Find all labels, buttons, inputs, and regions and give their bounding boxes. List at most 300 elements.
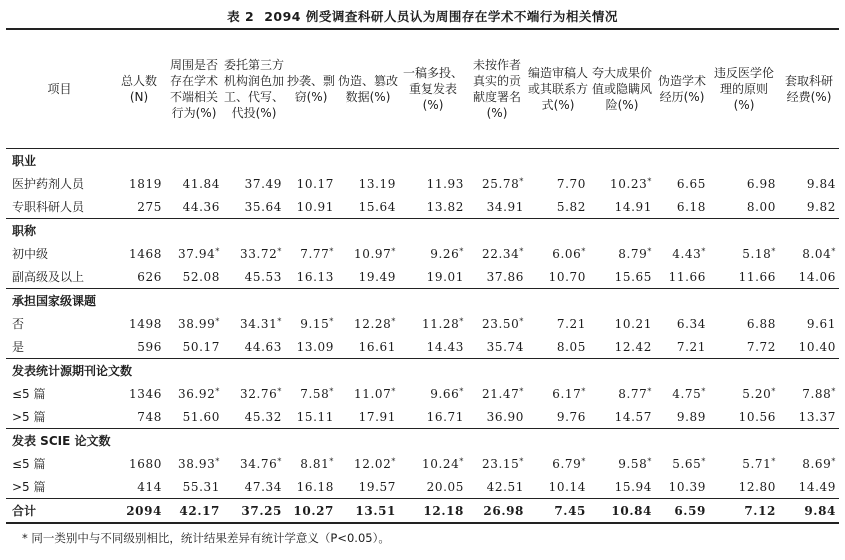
table-cell: [285, 242, 337, 265]
table-cell: [589, 405, 655, 429]
cell-value: 8.00: [746, 199, 776, 214]
header-col-6: 一稿多投、重复发表(%): [399, 29, 467, 149]
cell-value: 8.81: [300, 456, 330, 471]
table-cell: [285, 452, 337, 475]
table-cell: [113, 475, 165, 499]
table-cell: [337, 195, 399, 219]
cell-value: 7.12: [744, 503, 776, 518]
cell-value: 9.66: [430, 386, 460, 401]
significance-mark: *: [771, 456, 776, 466]
cell-value: 10.56: [738, 409, 776, 424]
table-cell: [399, 382, 467, 405]
cell-value: 1468: [129, 246, 162, 261]
cell-value: 13.19: [358, 176, 396, 191]
significance-mark: *: [391, 246, 396, 256]
cell-value: 5.82: [556, 199, 586, 214]
table-cell: [527, 265, 589, 289]
table-cell: [589, 475, 655, 499]
cell-value: 17.91: [358, 409, 396, 424]
table-cell: [223, 499, 285, 524]
row-label: ≤5 篇: [12, 387, 46, 401]
group-label: 职称: [6, 219, 839, 243]
cell-value: 22.34: [482, 246, 520, 261]
row-label: 副高级及以上: [12, 270, 85, 284]
table-cell: [165, 242, 223, 265]
table-cell: [285, 382, 337, 405]
cell-value: 7.77: [300, 246, 330, 261]
cell-value: 14.49: [798, 479, 836, 494]
cell-value: 6.18: [676, 199, 706, 214]
row-label: 是: [12, 340, 25, 354]
significance-mark: *: [459, 456, 464, 466]
row-label: 初中级: [12, 247, 49, 261]
significance-mark: *: [519, 456, 524, 466]
cell-value: 38.93: [178, 456, 216, 471]
group-label: 职业: [12, 154, 37, 168]
cell-value: 51.60: [182, 409, 220, 424]
table-cell: [165, 335, 223, 359]
significance-mark: *: [329, 246, 334, 256]
table-cell: [467, 452, 527, 475]
significance-mark: *: [831, 456, 836, 466]
significance-mark: *: [329, 386, 334, 396]
table-cell: [467, 335, 527, 359]
table-cell: [709, 265, 779, 289]
table-cell: [337, 405, 399, 429]
table-cell: [709, 195, 779, 219]
significance-mark: *: [519, 316, 524, 326]
table-cell: [467, 382, 527, 405]
cell-value: 9.58: [618, 456, 648, 471]
table-cell: [399, 242, 467, 265]
table-cell: [655, 382, 709, 405]
group-label: 发表统计源期刊论文数: [6, 359, 839, 383]
significance-mark: *: [215, 246, 220, 256]
table-cell: [779, 265, 839, 289]
cell-value: 1498: [129, 316, 162, 331]
header-col-5: 伪造、篡改数据(%): [337, 29, 399, 149]
table-cell: [527, 452, 589, 475]
cell-value: 275: [137, 199, 162, 214]
cell-value: 34.76: [240, 456, 278, 471]
table-cell: [655, 405, 709, 429]
significance-mark: *: [215, 386, 220, 396]
table-cell: [589, 172, 655, 195]
significance-mark: *: [519, 176, 524, 186]
group-row: [6, 149, 839, 173]
cell-value: 8.79: [618, 246, 648, 261]
cell-value: 16.71: [426, 409, 464, 424]
total-row: [6, 499, 839, 524]
cell-value: 1346: [129, 386, 162, 401]
table-body: [6, 149, 839, 524]
header-col-9: 夸大成果价值或隐瞒风险(%): [589, 29, 655, 149]
table-cell: [285, 172, 337, 195]
table-cell: [285, 312, 337, 335]
table-cell: [337, 475, 399, 499]
cell-value: 15.65: [614, 269, 652, 284]
table-cell: [399, 475, 467, 499]
table-cell: [223, 265, 285, 289]
table-cell: [527, 405, 589, 429]
table-cell: [285, 195, 337, 219]
cell-value: 6.65: [676, 176, 706, 191]
table-cell: [223, 382, 285, 405]
cell-value: 11.93: [426, 176, 464, 191]
table-cell: [113, 335, 165, 359]
cell-value: 2094: [126, 503, 162, 518]
cell-value: 14.91: [614, 199, 652, 214]
cell-value: 16.13: [296, 269, 334, 284]
cell-value: 42.51: [486, 479, 524, 494]
cell-value: 36.90: [486, 409, 524, 424]
cell-value: 1819: [129, 176, 162, 191]
cell-value: 32.76: [240, 386, 278, 401]
significance-mark: *: [647, 386, 652, 396]
table-cell: [165, 312, 223, 335]
cell-value: 8.77: [618, 386, 648, 401]
table-cell: [709, 382, 779, 405]
cell-value: 34.31: [240, 316, 278, 331]
cell-value: 748: [137, 409, 162, 424]
table-cell: [337, 265, 399, 289]
table-cell: [709, 452, 779, 475]
row-label: >5 篇: [12, 410, 46, 424]
group-row: [6, 219, 839, 243]
significance-mark: *: [215, 316, 220, 326]
cell-value: 6.79: [552, 456, 582, 471]
cell-value: 13.09: [296, 339, 334, 354]
significance-mark: *: [701, 456, 706, 466]
row-label: >5 篇: [12, 480, 46, 494]
cell-value: 20.05: [426, 479, 464, 494]
table-cell: [779, 242, 839, 265]
cell-value: 596: [137, 339, 162, 354]
significance-mark: *: [459, 316, 464, 326]
cell-value: 7.70: [556, 176, 586, 191]
significance-mark: *: [277, 316, 282, 326]
row-label: 专职科研人员: [12, 200, 85, 214]
table-cell: [285, 499, 337, 524]
group-label: 发表 SCIE 论文数: [6, 429, 839, 453]
table-row: [6, 475, 839, 499]
cell-value: 25.78: [482, 176, 520, 191]
table-cell: [527, 475, 589, 499]
cell-value: 9.89: [676, 409, 706, 424]
table-cell: [655, 242, 709, 265]
cell-value: 8.05: [556, 339, 586, 354]
table-cell: [655, 452, 709, 475]
table-cell: [589, 195, 655, 219]
cell-value: 37.94: [178, 246, 216, 261]
table-cell: [399, 499, 467, 524]
cell-value: 7.21: [556, 316, 586, 331]
table-cell: [399, 452, 467, 475]
cell-value: 41.84: [182, 176, 220, 191]
table-cell: [399, 312, 467, 335]
group-row: [6, 289, 839, 313]
table-cell: [113, 382, 165, 405]
table-cell: [165, 499, 223, 524]
table-cell: [165, 452, 223, 475]
table-cell: [285, 335, 337, 359]
table-cell: [337, 452, 399, 475]
table-cell: [165, 172, 223, 195]
header-item: 项目: [6, 29, 113, 149]
significance-mark: *: [647, 246, 652, 256]
cell-value: 13.82: [426, 199, 464, 214]
table-row: [6, 265, 839, 289]
significance-mark: *: [831, 246, 836, 256]
cell-value: 6.98: [746, 176, 776, 191]
table-cell: [589, 242, 655, 265]
table-cell: [709, 405, 779, 429]
table-cell: [655, 335, 709, 359]
table-cell: [285, 265, 337, 289]
cell-value: 21.47: [482, 386, 520, 401]
table-cell: [527, 312, 589, 335]
cell-value: 6.17: [552, 386, 582, 401]
cell-value: 45.53: [244, 269, 282, 284]
cell-value: 15.11: [296, 409, 334, 424]
table-cell: [655, 475, 709, 499]
cell-value: 5.71: [742, 456, 772, 471]
cell-value: 50.17: [182, 339, 220, 354]
table-cell: [467, 405, 527, 429]
table-cell: [337, 499, 399, 524]
table-cell: [337, 312, 399, 335]
cell-value: 9.26: [430, 246, 460, 261]
table-cell: [655, 172, 709, 195]
table-cell: [655, 312, 709, 335]
cell-value: 13.37: [798, 409, 836, 424]
cell-value: 44.63: [244, 339, 282, 354]
table-cell: [285, 405, 337, 429]
header-col-12: 套取科研经费(%): [779, 29, 839, 149]
cell-value: 9.84: [806, 176, 836, 191]
table-cell: [223, 242, 285, 265]
table-cell: [527, 242, 589, 265]
table-cell: [113, 242, 165, 265]
table-cell: [399, 265, 467, 289]
cell-value: 9.61: [806, 316, 836, 331]
table-cell: [709, 499, 779, 524]
table-cell: [779, 312, 839, 335]
cell-value: 42.17: [179, 503, 220, 518]
table-cell: [113, 405, 165, 429]
significance-mark: *: [771, 386, 776, 396]
cell-value: 10.39: [668, 479, 706, 494]
cell-value: 45.32: [244, 409, 282, 424]
significance-mark: *: [647, 176, 652, 186]
table-row: [6, 195, 839, 219]
cell-value: 9.82: [806, 199, 836, 214]
table-cell: [337, 382, 399, 405]
cell-value: 37.49: [244, 176, 282, 191]
cell-value: 6.06: [552, 246, 582, 261]
table-cell: [399, 195, 467, 219]
table-cell: [527, 172, 589, 195]
cell-value: 10.23: [610, 176, 648, 191]
cell-value: 52.08: [182, 269, 220, 284]
cell-value: 37.86: [486, 269, 524, 284]
cell-value: 19.49: [358, 269, 396, 284]
cell-value: 14.57: [614, 409, 652, 424]
cell-value: 5.18: [742, 246, 772, 261]
cell-value: 15.64: [358, 199, 396, 214]
table-cell: [779, 452, 839, 475]
table-cell: [527, 195, 589, 219]
table-cell: [223, 405, 285, 429]
table-cell: [113, 499, 165, 524]
header-col-11: 违反医学伦理的原则(%): [709, 29, 779, 149]
cell-value: 14.43: [426, 339, 464, 354]
table-cell: [655, 265, 709, 289]
cell-value: 10.40: [798, 339, 836, 354]
cell-value: 23.15: [482, 456, 520, 471]
significance-mark: *: [277, 246, 282, 256]
row-label: 医护药剂人员: [12, 177, 85, 191]
table-cell: [655, 499, 709, 524]
significance-mark: *: [277, 386, 282, 396]
table-cell: [337, 242, 399, 265]
cell-value: 11.07: [354, 386, 392, 401]
table-cell: [337, 172, 399, 195]
cell-value: 10.27: [293, 503, 334, 518]
cell-value: 12.80: [738, 479, 776, 494]
table-row: [6, 452, 839, 475]
cell-value: 44.36: [182, 199, 220, 214]
table-cell: [655, 195, 709, 219]
cell-value: 10.84: [611, 503, 652, 518]
table-cell: [779, 499, 839, 524]
significance-mark: *: [519, 386, 524, 396]
table-cell: [399, 335, 467, 359]
table-cell: [165, 475, 223, 499]
cell-value: 7.45: [554, 503, 586, 518]
table-cell: [589, 335, 655, 359]
table-cell: [165, 265, 223, 289]
significance-mark: *: [459, 386, 464, 396]
cell-value: 10.21: [614, 316, 652, 331]
significance-mark: *: [831, 386, 836, 396]
significance-mark: *: [391, 456, 396, 466]
cell-value: 6.88: [746, 316, 776, 331]
cell-value: 55.31: [182, 479, 220, 494]
table-cell: [285, 475, 337, 499]
cell-value: 10.91: [296, 199, 334, 214]
table-cell: [589, 265, 655, 289]
cell-value: 11.28: [422, 316, 460, 331]
cell-value: 414: [137, 479, 162, 494]
table-cell: [589, 312, 655, 335]
cell-value: 34.91: [486, 199, 524, 214]
data-table: [6, 28, 839, 524]
table-cell: [527, 335, 589, 359]
cell-value: 5.65: [672, 456, 702, 471]
table-cell: [223, 452, 285, 475]
table-cell: [589, 382, 655, 405]
cell-value: 10.17: [296, 176, 334, 191]
cell-value: 4.75: [672, 386, 702, 401]
header-col-3: 委托第三方机构润色加工、代写、代投(%): [223, 29, 285, 149]
table-cell: [223, 172, 285, 195]
cell-value: 9.76: [556, 409, 586, 424]
table-row: [6, 172, 839, 195]
cell-value: 6.34: [676, 316, 706, 331]
table-row: [6, 335, 839, 359]
significance-mark: *: [701, 246, 706, 256]
cell-value: 35.74: [486, 339, 524, 354]
cell-value: 5.20: [742, 386, 772, 401]
table-cell: [589, 499, 655, 524]
cell-value: 10.24: [422, 456, 460, 471]
cell-value: 26.98: [483, 503, 524, 518]
significance-mark: *: [277, 456, 282, 466]
cell-value: 8.69: [802, 456, 832, 471]
table-cell: [223, 475, 285, 499]
table-caption: [6, 6, 839, 28]
cell-value: 36.92: [178, 386, 216, 401]
table-header-row: [6, 29, 839, 149]
table-cell: [779, 335, 839, 359]
cell-value: 33.72: [240, 246, 278, 261]
significance-mark: *: [647, 456, 652, 466]
table-number: 表 2: [227, 9, 255, 24]
row-label: 合计: [6, 499, 113, 524]
cell-value: 10.70: [548, 269, 586, 284]
cell-value: 9.15: [300, 316, 330, 331]
table-title: 2094 例受调查科研人员认为周围存在学术不端行为相关情况: [264, 9, 618, 24]
table-cell: [467, 195, 527, 219]
cell-value: 38.99: [178, 316, 216, 331]
row-label: 否: [12, 317, 25, 331]
table-cell: [467, 172, 527, 195]
cell-value: 13.51: [355, 503, 396, 518]
table-cell: [165, 405, 223, 429]
cell-value: 11.66: [668, 269, 706, 284]
table-cell: [779, 172, 839, 195]
table-row: [6, 382, 839, 405]
cell-value: 14.06: [798, 269, 836, 284]
cell-value: 1680: [129, 456, 162, 471]
table-cell: [527, 499, 589, 524]
table-cell: [223, 195, 285, 219]
table-cell: [113, 452, 165, 475]
table-cell: [709, 242, 779, 265]
significance-mark: *: [329, 316, 334, 326]
table-cell: [779, 195, 839, 219]
cell-value: 7.88: [802, 386, 832, 401]
cell-value: 10.14: [548, 479, 586, 494]
table-cell: [113, 195, 165, 219]
cell-value: 626: [137, 269, 162, 284]
cell-value: 7.58: [300, 386, 330, 401]
row-label: ≤5 篇: [12, 457, 46, 471]
cell-value: 9.84: [804, 503, 836, 518]
table-cell: [709, 172, 779, 195]
significance-mark: *: [329, 456, 334, 466]
table-cell: [467, 499, 527, 524]
cell-value: 7.72: [746, 339, 776, 354]
header-col-4: 抄袭、剽窃(%): [285, 29, 337, 149]
group-row: [6, 359, 839, 383]
cell-value: 12.18: [423, 503, 464, 518]
cell-value: 8.04: [802, 246, 832, 261]
table-cell: [779, 382, 839, 405]
group-row: [6, 429, 839, 453]
cell-value: 15.94: [614, 479, 652, 494]
